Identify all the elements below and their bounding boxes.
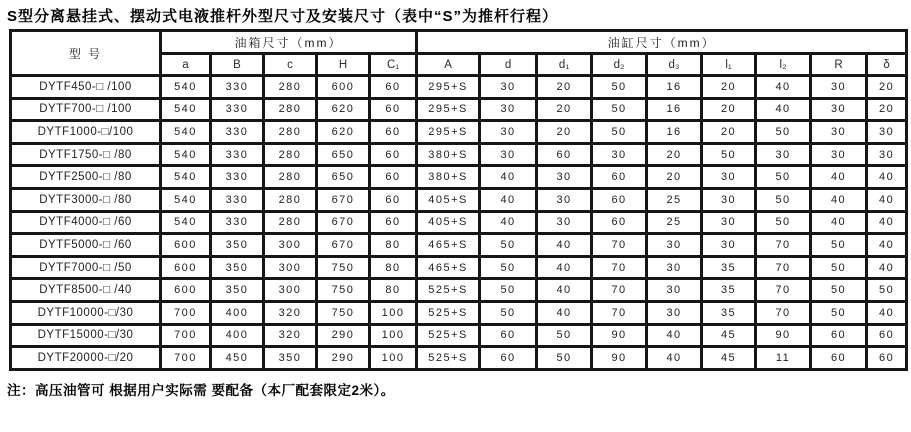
value-cell: 50 [592, 98, 647, 121]
value-cell: 650 [317, 166, 370, 189]
model-cell: DYTF15000-□/30 [11, 324, 161, 347]
value-cell: 40 [756, 76, 811, 99]
value-cell: 40 [867, 188, 907, 211]
value-cell: 11 [756, 347, 811, 370]
footnote: 注：高压油管可 根据用户实际需 要配备（本厂配套限定2米）。 [7, 382, 395, 398]
value-cell: 90 [592, 324, 647, 347]
value-cell: 330 [211, 121, 264, 144]
value-cell: 50 [480, 301, 537, 324]
value-cell: 60 [592, 211, 647, 234]
column-header-δ: δ [867, 54, 907, 76]
value-cell: 90 [756, 324, 811, 347]
value-cell: 40 [867, 234, 907, 257]
value-cell: 60 [370, 166, 417, 189]
model-cell: DYTF20000-□/20 [11, 347, 161, 370]
value-cell: 60 [592, 166, 647, 189]
value-cell: 20 [702, 76, 756, 99]
model-cell: DYTF2500-□ /80 [11, 166, 161, 189]
value-cell: 30 [537, 188, 592, 211]
value-cell: 30 [480, 143, 537, 166]
value-cell: 330 [211, 76, 264, 99]
value-cell: 700 [161, 324, 211, 347]
cylinder-dimensions-group-header: 油缸尺寸（mm） [417, 31, 907, 54]
tank-dimensions-group-header: 油箱尺寸（mm） [161, 31, 417, 54]
value-cell: 400 [211, 324, 264, 347]
table-row [11, 256, 907, 279]
column-header-d: d₂ [592, 54, 647, 76]
column-header-r: R [811, 54, 867, 76]
value-cell: 40 [811, 188, 867, 211]
value-cell: 16 [647, 121, 702, 144]
value-cell: 40 [811, 211, 867, 234]
value-cell: 20 [647, 143, 702, 166]
value-cell: 750 [317, 279, 370, 302]
value-cell: 450 [211, 347, 264, 370]
model-cell: DYTF10000-□/30 [11, 301, 161, 324]
value-cell: 670 [317, 211, 370, 234]
value-cell: 30 [647, 234, 702, 257]
value-cell: 100 [370, 347, 417, 370]
value-cell: 50 [702, 143, 756, 166]
value-cell: 25 [647, 211, 702, 234]
value-cell: 330 [211, 143, 264, 166]
value-cell: 300 [264, 256, 317, 279]
value-cell: 60 [370, 211, 417, 234]
value-cell: 45 [702, 347, 756, 370]
model-column-header: 型 号 [11, 31, 161, 76]
value-cell: 60 [867, 324, 907, 347]
value-cell: 700 [161, 347, 211, 370]
value-cell: 50 [756, 188, 811, 211]
value-cell: 60 [867, 347, 907, 370]
value-cell: 30 [702, 211, 756, 234]
value-cell: 300 [264, 279, 317, 302]
value-cell: 600 [161, 234, 211, 257]
value-cell: 280 [264, 143, 317, 166]
value-cell: 50 [811, 279, 867, 302]
value-cell: 750 [317, 256, 370, 279]
value-cell: 540 [161, 121, 211, 144]
value-cell: 380+S [417, 166, 480, 189]
column-header-h: H [317, 54, 370, 76]
value-cell: 50 [811, 301, 867, 324]
value-cell: 35 [702, 279, 756, 302]
value-cell: 525+S [417, 324, 480, 347]
value-cell: 20 [537, 121, 592, 144]
column-header-l: l₂ [756, 54, 811, 76]
value-cell: 295+S [417, 76, 480, 99]
value-cell: 280 [264, 166, 317, 189]
value-cell: 330 [211, 166, 264, 189]
dimension-spec-table [9, 29, 908, 371]
table-header [11, 31, 907, 76]
value-cell: 350 [211, 256, 264, 279]
table-row [11, 301, 907, 324]
value-cell: 600 [161, 256, 211, 279]
value-cell: 60 [370, 98, 417, 121]
table-row [11, 211, 907, 234]
value-cell: 380+S [417, 143, 480, 166]
value-cell: 280 [264, 121, 317, 144]
value-cell: 20 [867, 98, 907, 121]
value-cell: 50 [811, 234, 867, 257]
table-row [11, 347, 907, 370]
value-cell: 30 [867, 121, 907, 144]
value-cell: 60 [811, 324, 867, 347]
value-cell: 540 [161, 166, 211, 189]
column-header-a: a [161, 54, 211, 76]
value-cell: 20 [537, 76, 592, 99]
value-cell: 60 [370, 143, 417, 166]
value-cell: 30 [647, 279, 702, 302]
value-cell: 16 [647, 76, 702, 99]
column-header-c: C₁ [370, 54, 417, 76]
value-cell: 60 [811, 347, 867, 370]
group-header-row [11, 31, 907, 54]
value-cell: 30 [867, 143, 907, 166]
table-row [11, 279, 907, 302]
value-cell: 60 [480, 347, 537, 370]
value-cell: 30 [756, 143, 811, 166]
value-cell: 620 [317, 121, 370, 144]
value-cell: 60 [370, 188, 417, 211]
value-cell: 50 [592, 121, 647, 144]
column-header-d: d₃ [647, 54, 702, 76]
value-cell: 100 [370, 301, 417, 324]
value-cell: 540 [161, 143, 211, 166]
value-cell: 280 [264, 211, 317, 234]
value-cell: 30 [480, 98, 537, 121]
value-cell: 405+S [417, 188, 480, 211]
value-cell: 20 [702, 121, 756, 144]
value-cell: 30 [811, 121, 867, 144]
value-cell: 30 [811, 143, 867, 166]
page-title: S型分离悬挂式、摆动式电液推杆外型尺寸及安装尺寸（表中“S”为推杆行程） [7, 8, 559, 25]
value-cell: 50 [756, 166, 811, 189]
value-cell: 40 [867, 256, 907, 279]
value-cell: 525+S [417, 279, 480, 302]
table-row [11, 188, 907, 211]
value-cell: 60 [592, 188, 647, 211]
value-cell: 80 [370, 256, 417, 279]
value-cell: 50 [480, 234, 537, 257]
value-cell: 60 [370, 121, 417, 144]
value-cell: 330 [211, 98, 264, 121]
value-cell: 540 [161, 98, 211, 121]
value-cell: 290 [317, 324, 370, 347]
value-cell: 320 [264, 301, 317, 324]
column-header-a: A [417, 54, 480, 76]
table-row [11, 143, 907, 166]
value-cell: 70 [756, 256, 811, 279]
model-cell: DYTF7000-□ /50 [11, 256, 161, 279]
value-cell: 60 [480, 324, 537, 347]
value-cell: 750 [317, 301, 370, 324]
value-cell: 330 [211, 188, 264, 211]
model-cell: DYTF4000-□ /60 [11, 211, 161, 234]
column-header-l: l₁ [702, 54, 756, 76]
value-cell: 700 [161, 301, 211, 324]
value-cell: 280 [264, 188, 317, 211]
value-cell: 525+S [417, 301, 480, 324]
model-cell: DYTF700-□ /100 [11, 98, 161, 121]
value-cell: 70 [592, 234, 647, 257]
value-cell: 50 [811, 256, 867, 279]
value-cell: 20 [702, 98, 756, 121]
value-cell: 290 [317, 347, 370, 370]
value-cell: 525+S [417, 347, 480, 370]
value-cell: 40 [647, 347, 702, 370]
value-cell: 20 [647, 166, 702, 189]
model-cell: DYTF5000-□ /60 [11, 234, 161, 257]
value-cell: 30 [480, 76, 537, 99]
column-header-c: c [264, 54, 317, 76]
value-cell: 70 [756, 279, 811, 302]
value-cell: 30 [811, 76, 867, 99]
value-cell: 60 [370, 76, 417, 99]
value-cell: 40 [480, 188, 537, 211]
column-header-d: d [480, 54, 537, 76]
table-row [11, 76, 907, 99]
value-cell: 30 [702, 234, 756, 257]
value-cell: 30 [702, 188, 756, 211]
table-row [11, 324, 907, 347]
column-header-d: d₁ [537, 54, 592, 76]
value-cell: 330 [211, 211, 264, 234]
value-cell: 40 [867, 301, 907, 324]
value-cell: 350 [264, 347, 317, 370]
value-cell: 70 [592, 256, 647, 279]
table-body [11, 76, 907, 370]
value-cell: 30 [537, 166, 592, 189]
value-cell: 25 [647, 188, 702, 211]
value-cell: 30 [480, 121, 537, 144]
value-cell: 400 [211, 301, 264, 324]
value-cell: 35 [702, 256, 756, 279]
model-cell: DYTF1750-□ /80 [11, 143, 161, 166]
value-cell: 540 [161, 76, 211, 99]
value-cell: 350 [211, 234, 264, 257]
value-cell: 30 [647, 256, 702, 279]
value-cell: 650 [317, 143, 370, 166]
value-cell: 60 [537, 143, 592, 166]
value-cell: 40 [756, 98, 811, 121]
value-cell: 40 [537, 279, 592, 302]
value-cell: 40 [480, 166, 537, 189]
value-cell: 100 [370, 324, 417, 347]
value-cell: 50 [480, 279, 537, 302]
value-cell: 540 [161, 188, 211, 211]
value-cell: 45 [702, 324, 756, 347]
model-cell: DYTF8500-□ /40 [11, 279, 161, 302]
value-cell: 70 [756, 234, 811, 257]
value-cell: 40 [867, 166, 907, 189]
value-cell: 50 [537, 347, 592, 370]
value-cell: 465+S [417, 234, 480, 257]
value-cell: 20 [867, 76, 907, 99]
value-cell: 300 [264, 234, 317, 257]
value-cell: 30 [592, 143, 647, 166]
value-cell: 40 [811, 166, 867, 189]
value-cell: 50 [592, 76, 647, 99]
model-cell: DYTF1000-□/100 [11, 121, 161, 144]
value-cell: 90 [592, 347, 647, 370]
table-row [11, 166, 907, 189]
value-cell: 40 [867, 211, 907, 234]
value-cell: 30 [811, 98, 867, 121]
value-cell: 50 [756, 121, 811, 144]
value-cell: 40 [537, 234, 592, 257]
value-cell: 350 [211, 279, 264, 302]
value-cell: 40 [537, 256, 592, 279]
value-cell: 30 [702, 166, 756, 189]
value-cell: 320 [264, 324, 317, 347]
value-cell: 600 [161, 279, 211, 302]
value-cell: 40 [480, 211, 537, 234]
value-cell: 50 [756, 211, 811, 234]
value-cell: 40 [647, 324, 702, 347]
value-cell: 670 [317, 188, 370, 211]
value-cell: 40 [537, 301, 592, 324]
value-cell: 295+S [417, 121, 480, 144]
value-cell: 50 [537, 324, 592, 347]
value-cell: 465+S [417, 256, 480, 279]
value-cell: 405+S [417, 211, 480, 234]
value-cell: 80 [370, 234, 417, 257]
model-cell: DYTF3000-□ /80 [11, 188, 161, 211]
value-cell: 50 [867, 279, 907, 302]
value-cell: 670 [317, 234, 370, 257]
value-cell: 280 [264, 98, 317, 121]
value-cell: 20 [537, 98, 592, 121]
value-cell: 70 [592, 279, 647, 302]
value-cell: 70 [756, 301, 811, 324]
model-cell: DYTF450-□ /100 [11, 76, 161, 99]
value-cell: 30 [647, 301, 702, 324]
value-cell: 540 [161, 211, 211, 234]
value-cell: 620 [317, 98, 370, 121]
column-header-b: B [211, 54, 264, 76]
value-cell: 295+S [417, 98, 480, 121]
table-row [11, 98, 907, 121]
value-cell: 50 [480, 256, 537, 279]
table-row [11, 234, 907, 257]
value-cell: 600 [317, 76, 370, 99]
value-cell: 35 [702, 301, 756, 324]
value-cell: 70 [592, 301, 647, 324]
value-cell: 280 [264, 76, 317, 99]
value-cell: 30 [537, 211, 592, 234]
table-row [11, 121, 907, 144]
value-cell: 16 [647, 98, 702, 121]
value-cell: 80 [370, 279, 417, 302]
